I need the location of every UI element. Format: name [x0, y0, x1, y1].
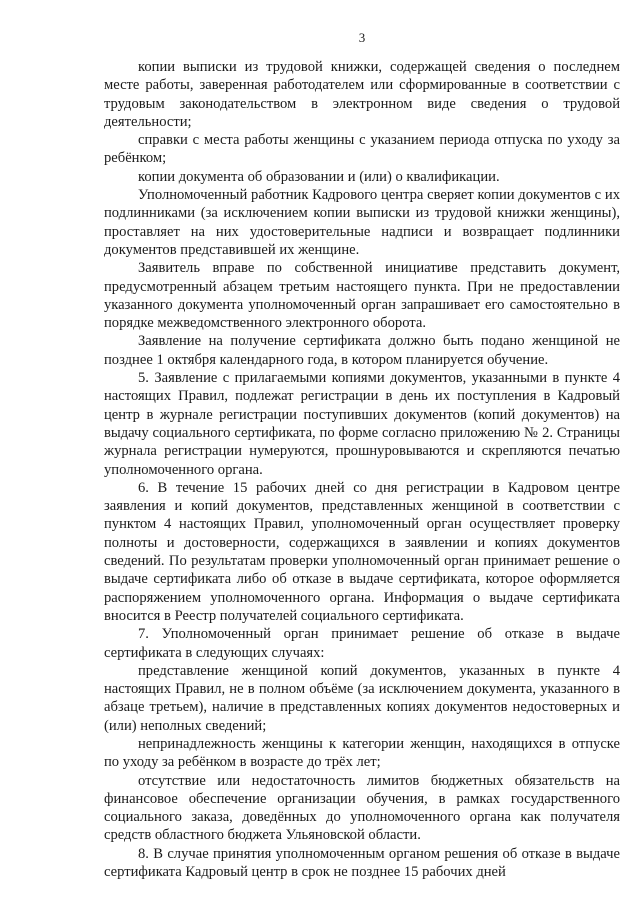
page-number: 3: [358, 30, 366, 45]
paragraph: Заявление на получение сертификата должно быть подано женщиной не позднее 1 октября календарного года, в котором планируется обучение.: [104, 333, 620, 368]
paragraph: Заявитель вправе по собственной инициативе представить документ, предусмотренный абзацем третьим настоящего пункта. При не предоставлении указанного документа уполномоченный орган запрашивает его самостоятельно в порядке межведомственного электронного оборота.: [104, 260, 620, 332]
paragraph: копии документа об образовании и (или) о квалификации.: [138, 168, 500, 185]
paragraph: копии выписки из трудовой книжки, содержащей сведения о последнем месте работы, заверенная работодателем или сформированные в соответствии с трудовым законодательством в электронном виде сведения о трудовой деятельности;: [104, 59, 620, 130]
paragraph: Уполномоченный работник Кадрового центра сверяет копии документов с их подлинниками (за исключением копии выписки из трудовой книжки женщины), проставляет на них удостоверительные надписи и возвращает подлинники документов представившей их женщине.: [104, 187, 620, 258]
paragraph: 6. В течение 15 рабочих дней со дня регистрации в Кадровом центре заявления и копий документов, представленных женщиной в соответствии с пунктом 4 настоящих Правил, уполномоченный орган осуществляет проверку полноты и достоверности, содержащихся в заявлении и копиях документов сведений. По результатам проверки уполномоченный орган принимает решение о выдаче сертификата либо об отказе в выдаче сертификата, которое оформляется распоряжением уполномоченного органа. Информация о выдаче сертификата вносится в Реестр получателей социального сертификата.: [104, 479, 620, 624]
paragraph: 5. Заявление с прилагаемыми копиями документов, указанными в пункте 4 настоящих Правил, подлежат регистрации в день их поступления в Кадровый центр в журнале регистрации поступивших документов (копий документов) на выдачу социального сертификата, по форме согласно приложению № 2. Страницы журнала регистрации нумеруются, прошнуровываются и скрепляются печатью уполномоченного органа.: [104, 370, 620, 478]
paragraph: отсутствие или недостаточность лимитов бюджетных обязательств на финансовое обеспечение организации обучения, в рамках государственного социального заказа, доведённых до уполномоченного органа как получателя средств областного бюджета Ульяновской области.: [104, 772, 620, 844]
paragraph: представление женщиной копий документов, указанных в пункте 4 настоящих Правил, не в полном объёме (за исключением документа, указанного в абзаце третьем), наличие в представленных копиях документов недостоверных и (или) неполных сведений;: [104, 662, 620, 734]
document-body: [104, 58, 620, 881]
paragraph: 7. Уполномоченный орган принимает решение об отказе в выдаче сертификата в следующих случаях:: [104, 626, 620, 661]
paragraph: 8. В случае принятия уполномоченным органом решения об отказе в выдаче сертификата Кадровый центр в срок не позднее 15 рабочих дней: [104, 845, 620, 881]
paragraph: справки с места работы женщины с указанием периода отпуска по уходу за ребёнком;: [104, 132, 620, 167]
paragraph: непринадлежность женщины к категории женщин, находящихся в отпуске по уходу за ребёнком в возрасте до трёх лет;: [104, 735, 620, 771]
